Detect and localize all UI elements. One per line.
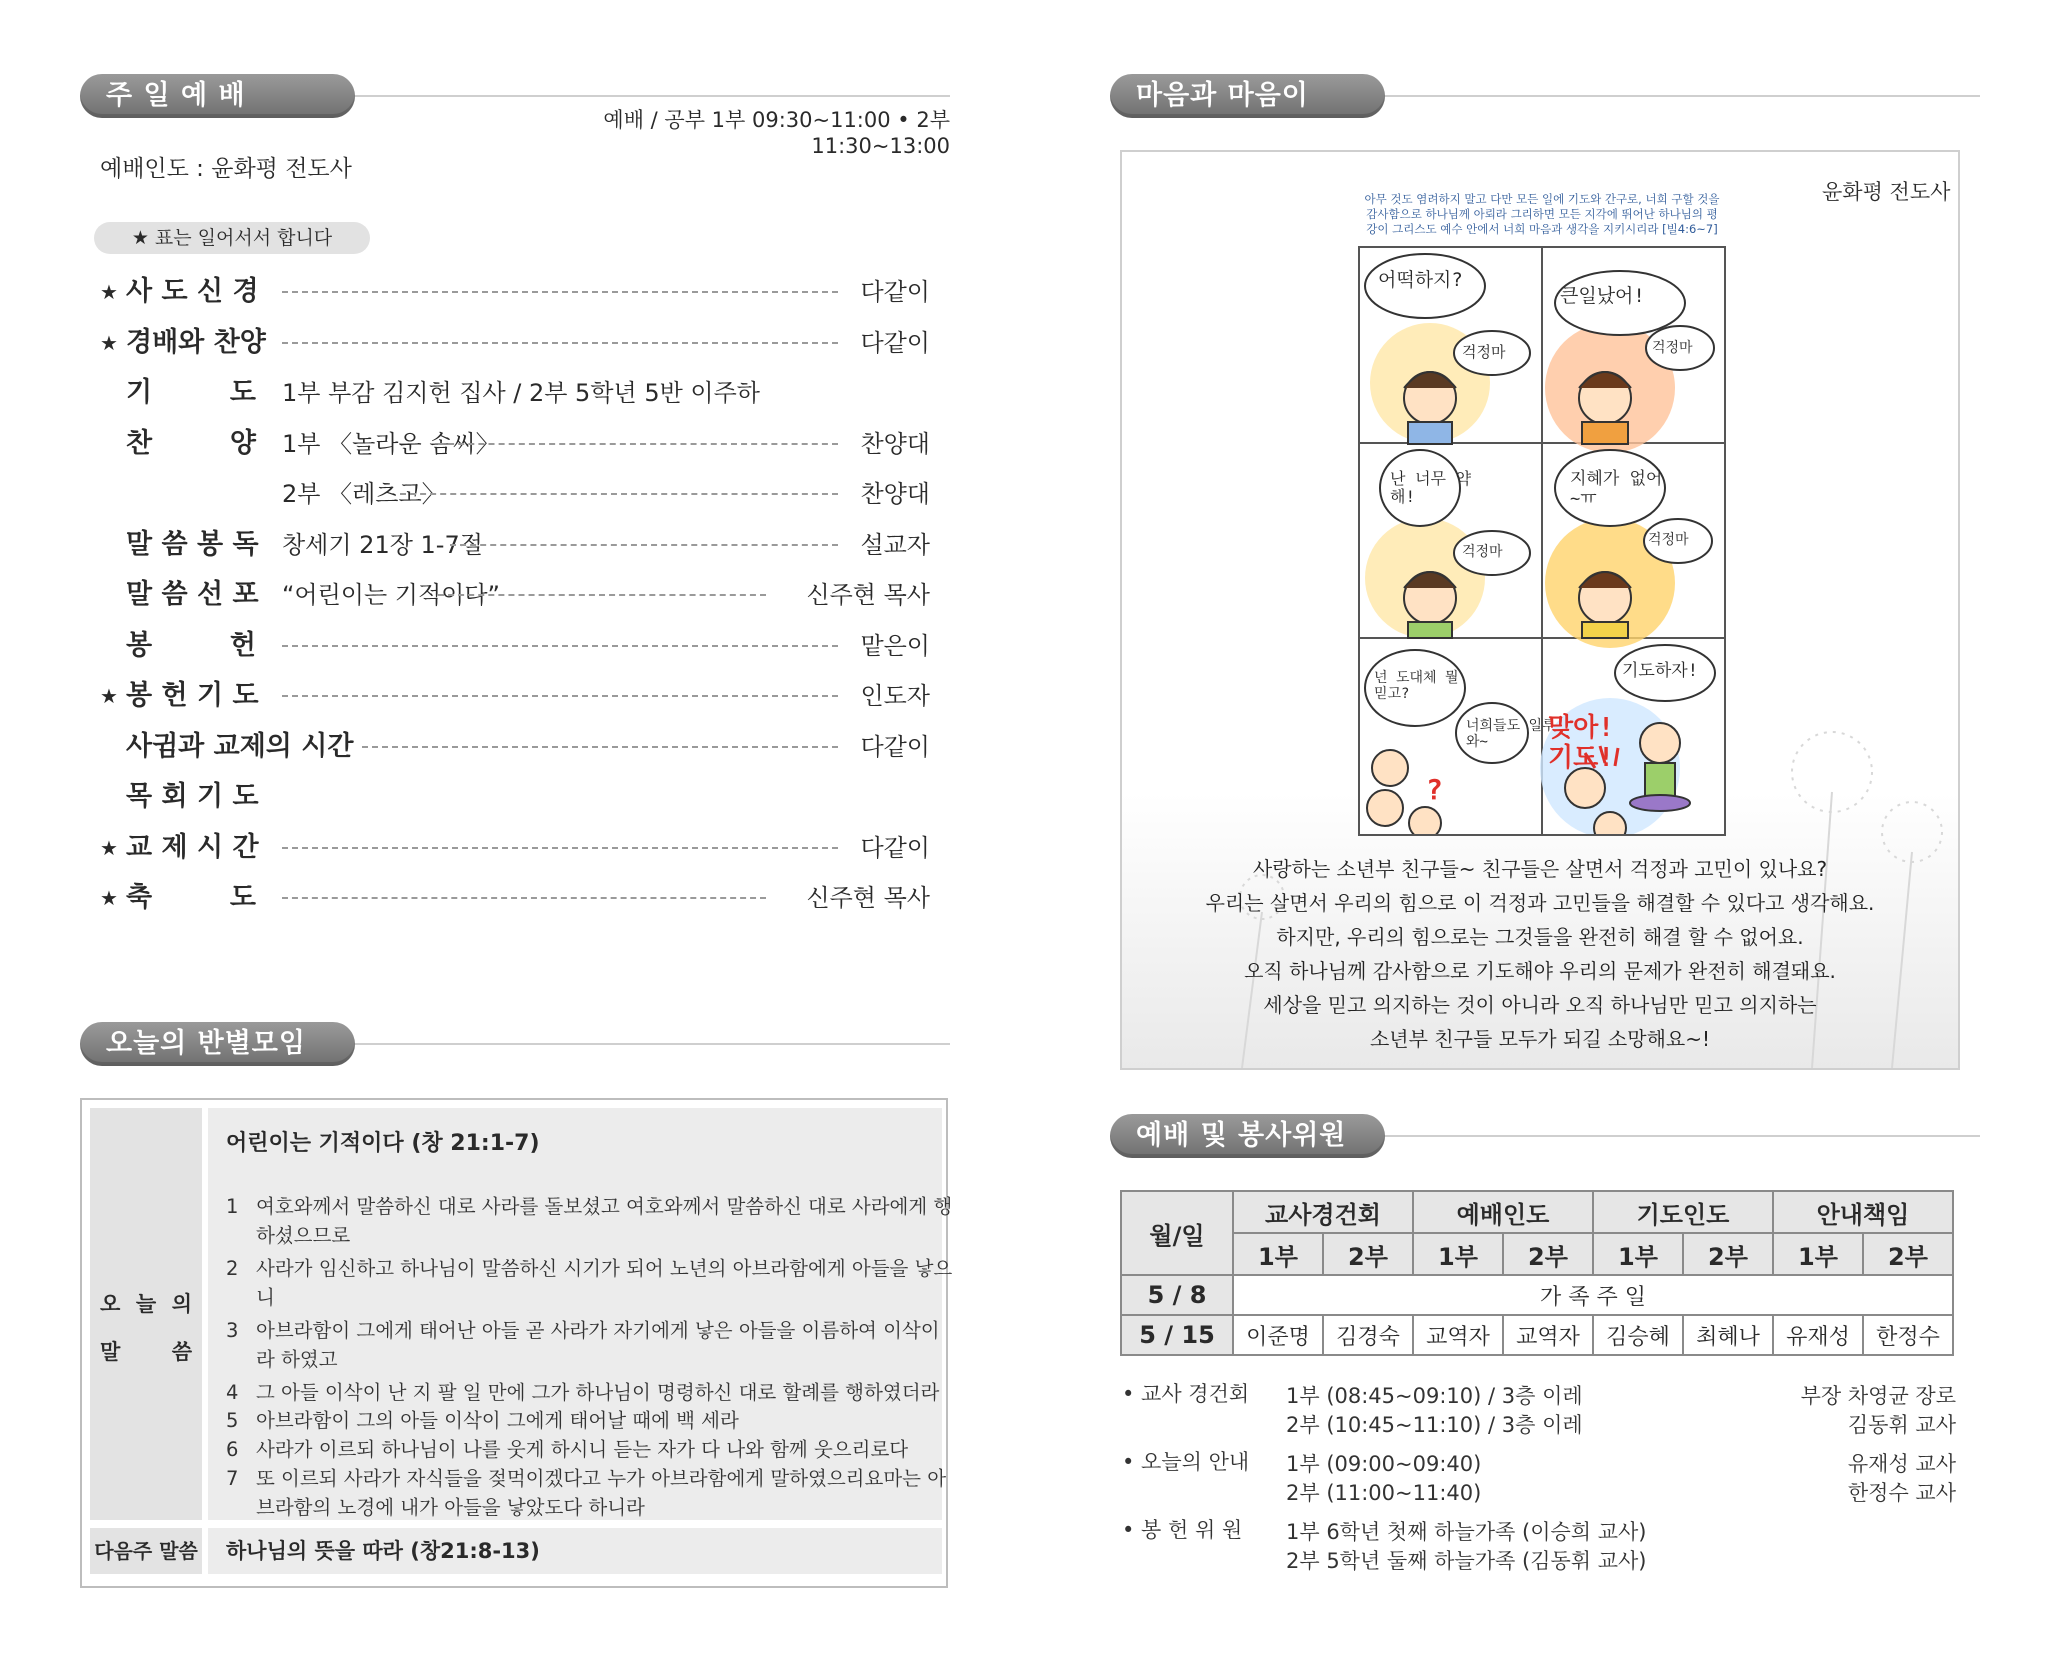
worship-item-title: 말 씀 선 포	[126, 579, 259, 610]
roster-date: 5 / 8	[1121, 1275, 1233, 1315]
worship-item-title: 말 씀 봉 독	[126, 528, 259, 560]
heart-message	[1122, 852, 1958, 1056]
roster-part-header: 1부	[1773, 1233, 1863, 1275]
verse-number: 6	[226, 1438, 239, 1461]
roster-part-header: 2부	[1323, 1233, 1413, 1275]
verse-text: 사라가 이르되 하나님이 나를 웃게 하시니 듣는 자가 다 나와 함께 웃으리로다	[256, 1438, 909, 1461]
roster-part-header: 1부	[1413, 1233, 1503, 1275]
worship-item-title	[126, 424, 256, 464]
roster-cell: 교역자	[1503, 1315, 1593, 1355]
today-word-box	[80, 1098, 953, 1588]
roster-part-header: 2부	[1503, 1233, 1593, 1275]
leader-dots	[282, 645, 838, 647]
info-line: 2부 (11:00~11:40)	[1286, 1481, 1482, 1505]
comic-bubble-text: 지혜가 없어~ㅠ	[1570, 469, 1663, 509]
class-section-header	[80, 1022, 950, 1066]
worship-item	[100, 828, 930, 868]
star-icon: ★	[100, 684, 118, 708]
label-char: 의	[171, 1292, 192, 1316]
title-char: 양	[229, 427, 256, 459]
next-word-label-cell	[90, 1528, 202, 1574]
worship-item-who: 설교자	[860, 530, 930, 559]
worship-item-who: 다같이	[860, 328, 930, 357]
verse-text: 아브라함이 그의 아들 이삭이 그에게 태어날 때에 백 세라	[256, 1409, 739, 1432]
comic-bubble-text: 난 너무 약해!	[1390, 469, 1472, 507]
worship-item	[100, 424, 930, 464]
info-label: • 교사 경건회	[1122, 1382, 1250, 1406]
verse-text: 사라가 임신하고 하나님이 말씀하신 시기가 되어 노년의 아브라함에게 아들을 낳으니	[256, 1257, 953, 1309]
roster-cell: 교역자	[1413, 1315, 1503, 1355]
worship-item	[100, 323, 930, 363]
info-right: 한정수 교사	[1847, 1481, 1956, 1505]
info-right: 유재성 교사	[1847, 1452, 1956, 1476]
leader-dots	[282, 695, 838, 697]
class-header-title: 오늘의 반별모임	[80, 1022, 355, 1066]
spread-title	[126, 878, 256, 918]
roster-group-header: 예배인도	[1413, 1191, 1593, 1233]
worship-item-desc: “어린이는 기적이다”	[282, 581, 500, 609]
roster-cell: 유재성	[1773, 1315, 1863, 1355]
verse-number: 1	[226, 1195, 239, 1218]
worship-item-title: 교 제 시 간	[126, 831, 259, 863]
roster-part-header: 2부	[1863, 1233, 1953, 1275]
info-line: 1부 (09:00~09:40)	[1286, 1452, 1482, 1476]
today-word-title: 어린이는 기적이다 (창 21:1-7)	[226, 1131, 540, 1156]
label-char: 말	[100, 1340, 121, 1364]
roster-date-header: 월/일	[1121, 1191, 1233, 1275]
leader-dots	[400, 493, 838, 495]
leader-dots	[438, 594, 767, 596]
worship-item-title: 경배와 찬양	[126, 326, 266, 358]
comic-bubble-text: 맞아! 기도!	[1548, 713, 1614, 773]
worship-item-who: 찬양대	[860, 480, 930, 508]
label-char: 씀	[171, 1340, 192, 1364]
worship-item	[100, 777, 930, 817]
label-char: 오	[100, 1292, 121, 1316]
verse-number: 4	[226, 1381, 239, 1404]
star-icon: ★	[100, 280, 118, 304]
leader-dots	[282, 342, 838, 344]
spread-title	[126, 424, 256, 464]
message-line: 우리는 살면서 우리의 힘으로 이 걱정과 고민들을 해결할 수 있다고 생각해요.	[1205, 891, 1875, 915]
info-right: 김동휘 교사	[1847, 1413, 1956, 1437]
roster-cell: 김경숙	[1323, 1315, 1413, 1355]
verse-number: 2	[226, 1257, 239, 1280]
worship-item-desc: 1부 〈놀라운 솜씨〉	[282, 429, 500, 458]
title-char: 봉	[126, 629, 153, 661]
message-line: 소년부 친구들 모두가 되길 소망해요~!	[1369, 1027, 1710, 1051]
worship-item-title: 사 도 신 경	[126, 276, 259, 307]
info-label: • 오늘의 안내	[1122, 1450, 1250, 1474]
worship-item-who: 다같이	[860, 833, 930, 862]
comic-bubble-text: 걱정마	[1648, 532, 1689, 548]
verse-line: 감사함으로 하나님께 아뢰라 그리하면 모든 지각에 뛰어난 하나님의 평	[1366, 207, 1718, 221]
roster-cell: 한정수	[1863, 1315, 1953, 1355]
label-char: 늘	[135, 1292, 157, 1316]
roster-section-header	[1110, 1114, 1980, 1158]
roster-group-header: 안내책임	[1773, 1191, 1953, 1233]
title-char: 도	[229, 377, 256, 408]
worship-item	[100, 373, 930, 413]
roster-header-title: 예배 및 봉사위원	[1110, 1114, 1385, 1158]
verse-text: 여호와께서 말씀하신 대로 사라를 돌보셨고 여호와께서 말씀하신 대로 사라에게 행하셨으므로	[256, 1195, 953, 1247]
roster-group-header: 기도인도	[1593, 1191, 1773, 1233]
roster-group-header: 교사경건회	[1233, 1191, 1413, 1233]
worship-item	[100, 575, 930, 615]
roster-row	[1121, 1315, 1953, 1355]
star-icon: ★	[100, 886, 118, 910]
verse-line: 아무 것도 염려하지 말고 다만 모든 일에 기도와 간구로, 너희 구할 것을	[1364, 192, 1720, 206]
worship-item-title	[126, 626, 256, 666]
info-line: 1부 (08:45~09:10) / 3층 이레	[1286, 1384, 1583, 1408]
comic-bubble-text: 너희들도 일루 와~	[1466, 718, 1556, 751]
worship-item-desc: 2부 〈레츠고〉	[282, 480, 446, 508]
worship-item-who: 다같이	[860, 278, 930, 306]
worship-item-who: 맡은이	[860, 631, 930, 660]
worship-item-who: 찬양대	[860, 429, 930, 458]
roster-row	[1121, 1275, 1953, 1315]
heart-section-header	[1110, 74, 1980, 118]
next-word-text: 하나님의 뜻을 따라 (창21:8-13)	[226, 1539, 540, 1563]
spread-title	[126, 626, 256, 666]
leader-dots	[362, 746, 838, 748]
worship-item-title: 목 회 기 도	[126, 781, 259, 812]
info-line: 2부 (10:45~11:10) / 3층 이레	[1286, 1413, 1583, 1437]
worship-schedule: 예배 / 공부 1부 09:30~11:00 • 2부 11:30~13:00	[603, 108, 950, 158]
roster-cell: 이준명	[1233, 1315, 1323, 1355]
leader-dots	[450, 544, 838, 546]
heart-bible-verse	[1352, 192, 1732, 237]
worship-item-desc: 1부 부감 김지헌 집사 / 2부 5학년 5반 이주하	[282, 379, 760, 407]
worship-item-who: 다같이	[860, 732, 930, 761]
comic-bubble-text: 기도하자!	[1622, 661, 1698, 681]
comic-bubble-text: 걱정마	[1652, 340, 1693, 356]
roster-cell: 최혜나	[1683, 1315, 1773, 1355]
title-char: 축	[126, 882, 153, 913]
comic-strip	[1358, 246, 1726, 836]
roster-merged-cell: 가 족 주 일	[1233, 1275, 1953, 1315]
star-icon: ★	[100, 330, 118, 355]
worship-item-title: 사귐과 교제의 시간	[126, 730, 354, 762]
next-word-content	[208, 1528, 942, 1574]
worship-item-who: 인도자	[860, 682, 930, 710]
message-line: 세상을 믿고 의지하는 것이 아니라 오직 하나님만 믿고 의지하는	[1263, 993, 1817, 1017]
worship-item-title	[126, 878, 256, 918]
worship-header-title: 주 일 예 배	[80, 74, 355, 118]
worship-leader: 예배인도 : 윤화평 전도사	[100, 156, 352, 182]
worship-item-title: 봉 헌 기 도	[126, 680, 259, 711]
comic-bubbles	[1360, 248, 1724, 834]
worship-item-who: 신주현 목사	[806, 581, 930, 609]
worship-item-who: 신주현 목사	[806, 884, 930, 912]
info-line: 1부 6학년 첫째 하늘가족 (이승희 교사)	[1286, 1520, 1647, 1544]
leader-dots	[282, 847, 838, 849]
today-word-label-2	[100, 1336, 192, 1366]
spread-title	[126, 373, 256, 413]
roster-cell: 김승혜	[1593, 1315, 1683, 1355]
verse-text: 그 아들 이삭이 난 지 팔 일 만에 그가 하나님이 명령하신 대로 할례를 행하였더라	[256, 1381, 940, 1404]
title-char: 찬	[126, 427, 153, 459]
comic-bubble-text: 큰일났어!	[1560, 285, 1645, 307]
info-line: 2부 5학년 둘째 하늘가족 (김동휘 교사)	[1286, 1549, 1647, 1573]
heart-box	[1120, 150, 1960, 1070]
info-right: 부장 차영균 장로	[1800, 1384, 1956, 1408]
message-line: 하지만, 우리의 힘으로는 그것들을 완전히 해결 할 수 없어요.	[1276, 925, 1804, 949]
comic-bubble-text: 넌 도대체 뭘 믿고?	[1374, 670, 1459, 703]
worship-item	[100, 626, 930, 666]
verse-text: 또 이르되 사라가 자식들을 젖먹이겠다고 누가 아브라함에게 말하였으리요마는 아브라함의 노경에 내가 아들을 낳았도다 하니라	[256, 1467, 947, 1519]
standing-note: ★ 표는 일어서서 합니다	[94, 222, 370, 254]
next-word-label: 다음주 말씀	[94, 1539, 198, 1563]
title-char: 헌	[229, 629, 256, 661]
message-line: 사랑하는 소년부 친구들~ 친구들은 살면서 걱정과 고민이 있나요?	[1252, 857, 1828, 881]
worship-item	[100, 676, 930, 716]
worship-item	[100, 474, 930, 514]
comic-bubble-text: ?	[1426, 773, 1443, 806]
verse-number: 3	[226, 1319, 239, 1342]
roster-part-header: 1부	[1593, 1233, 1683, 1275]
comic-bubble-text: 걱정마	[1462, 343, 1506, 361]
roster-date: 5 / 15	[1121, 1315, 1233, 1355]
roster-table	[1120, 1190, 1954, 1356]
worship-item-title	[126, 373, 256, 413]
roster-part-header: 2부	[1683, 1233, 1773, 1275]
today-word-label-cell	[90, 1108, 202, 1520]
verse-number: 7	[226, 1467, 239, 1490]
worship-item	[100, 727, 930, 767]
worship-item-desc: 창세기 21장 1-7절	[282, 530, 483, 559]
worship-item	[100, 878, 930, 918]
title-char: 기	[126, 377, 153, 408]
today-word-label-1	[100, 1288, 192, 1318]
today-word-content	[208, 1108, 953, 1520]
comic-bubble-text: 걱정마	[1462, 544, 1503, 560]
comic-bubble-text: 어떡하지?	[1378, 269, 1463, 291]
verse-text: 아브라함이 그에게 태어난 아들 곧 사라가 자기에게 낳은 아들을 이름하여 이삭이라 하였고	[256, 1319, 940, 1371]
leader-dots	[438, 443, 839, 445]
verse-number: 5	[226, 1409, 239, 1432]
message-line: 오직 하나님께 감사함으로 기도해야 우리의 문제가 완전히 해결돼요.	[1244, 959, 1836, 983]
worship-item	[100, 272, 930, 312]
heart-header-title: 마음과 마음이	[1110, 74, 1385, 118]
leader-dots	[282, 897, 766, 899]
leader-dots	[282, 291, 838, 293]
heart-author: 윤화평 전도사	[1822, 180, 1951, 204]
roster-part-header: 1부	[1233, 1233, 1323, 1275]
verse-line: 강이 그리스도 예수 안에서 너희 마음과 생각을 지키시리라 [빌4:6~7]	[1366, 222, 1718, 236]
info-label: • 봉 헌 위 원	[1122, 1518, 1243, 1542]
worship-item	[100, 525, 930, 565]
title-char: 도	[229, 882, 256, 913]
star-icon: ★	[100, 835, 118, 860]
